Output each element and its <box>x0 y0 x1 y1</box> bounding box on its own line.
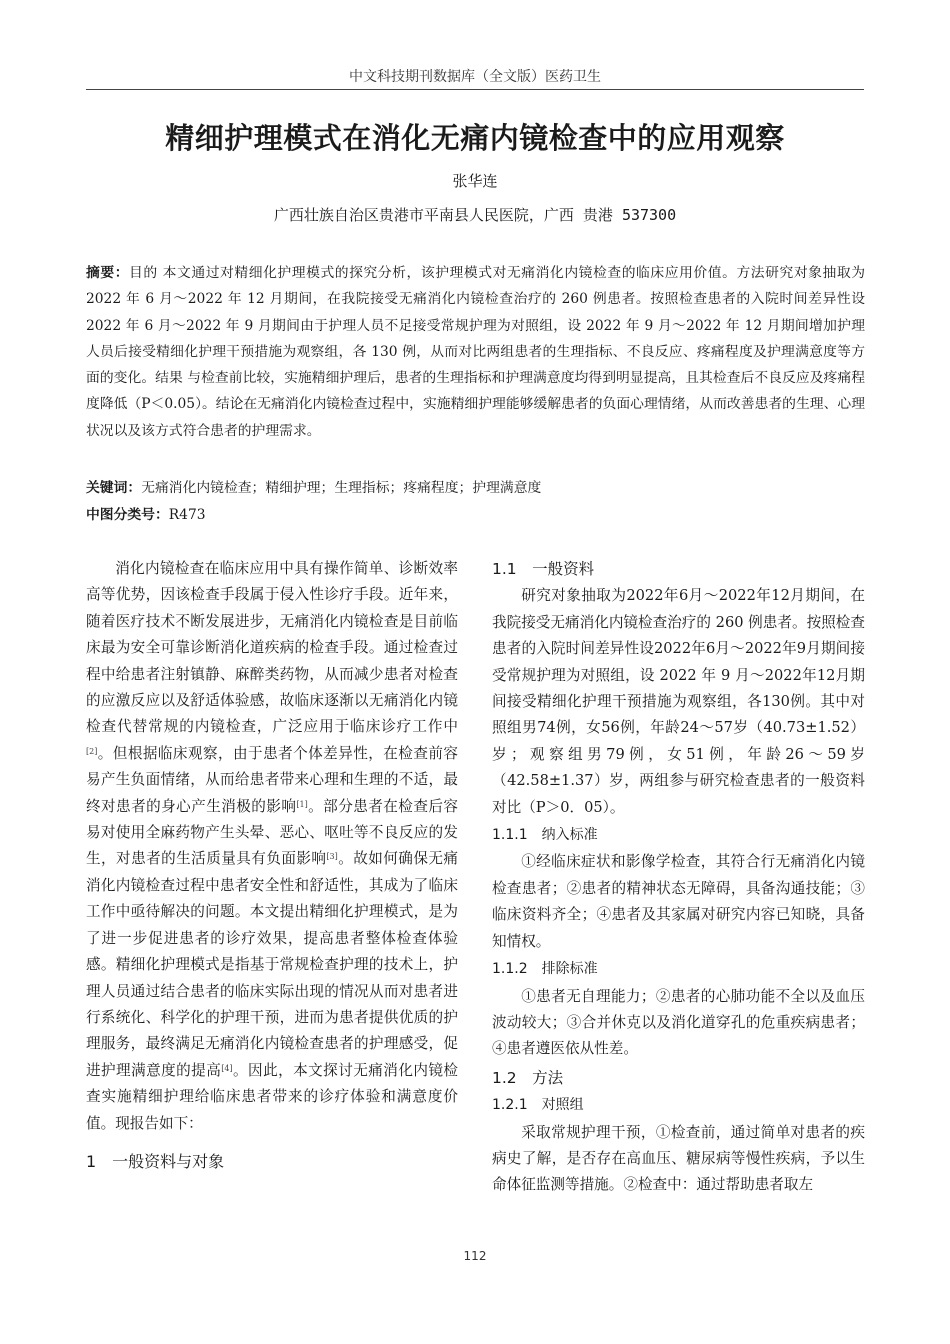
citation-ref: [1] <box>296 799 308 809</box>
section-heading: 1 一般资料与对象 <box>86 1151 225 1171</box>
citation-ref: [3] <box>326 852 338 862</box>
intro-text-part-1: 消化内镜检查在临床应用中具有操作简单、诊断效率高等优势，因该检查手段属于侵入性诊疗手段。近年来，随着医疗技术不断发展进步，无痛消化内镜检查是目前临床最为安全可靠诊断消化道疾病的检查手段。通过检查过程中给患者注射镇静、麻醉类药物，从而减少患者对检查的应激反应以及舒适体验感，故临床逐渐以无痛消化内镜检查代替常规的内镜检查，广泛应用于临床诊疗工作中 <box>86 560 458 736</box>
clc-label: 中图分类号： <box>86 507 169 523</box>
general-data-paragraph: 研究对象抽取为2022年6月～2022年12月期间，在我院接受无痛消化内镜检查治疗的 260 例患者。按照检查患者的入院时间差异性设2022年6月～2022年9月期间接受常规护理为对照组，设 2022 年 9 月～2022年12月期间接受精细化护理干预措施为观察组，各130例。其中对照组男74例，女56例，年龄24～57岁（40.73±1.52）岁；观察组男79例，女51例，年龄26～59岁（42.58±1.37）岁，两组参与研究检查患者的一般资料对比（P＞0．05）。 <box>492 587 865 816</box>
classification-number <box>86 503 206 523</box>
keywords-text: 无痛消化内镜检查；精细护理；生理指标；疼痛程度；护理满意度 <box>141 480 542 496</box>
exclusion-criteria-paragraph: ①患者无自理能力；②患者的心肺功能不全以及血压波动较大；③合并休克以及消化道穿孔的危重疾病患者；④患者遵医依从性差。 <box>492 987 865 1058</box>
subsubsection-heading: 1.1.2 排除标准 <box>492 961 598 978</box>
intro-text-part-5: 。因此，本文探讨无痛消化内镜检查实施精细护理给临床患者带来的诊疗体验和满意度价值。现报告如下： <box>86 1061 458 1132</box>
inclusion-criteria-paragraph: ①经临床症状和影像学检查，其符合行无痛消化内镜检查患者；②患者的精神状态无障碍，具备沟通技能；③临床资料齐全；④患者及其家属对研究内容已知晓，具备知情权。 <box>492 853 865 950</box>
abstract <box>86 260 865 444</box>
intro-text-part-3: 。部分患者在检查后容易对使用全麻药物产生头晕、恶心、呕吐等不良反应的发生，对患者的生活质量具有负面影响 <box>86 797 458 868</box>
abstract-text: 目的 本文通过对精细化护理模式的探究分析，该护理模式对无痛消化内镜检查的临床应用价值。方法研究对象抽取为 2022 年 6 月～2022 年 12 月期间，在我院接受无痛消化内镜检查治疗的 260 例患者。按照检查患者的入院时间差异性设 2022 年 6 月～2022 年 9 月期间由于护理人员不足接受常规护理为对照组，设 2022 年 9 月～2022 年 12 月期间增加护理人员后接受精细化护理干预措施为观察组，各 130 例，从而对比两组患者的生理指标、不良反应、疼痛程度及护理满意度等方面的变化。结果 与检查前比较，实施精细护理后，患者的生理指标和护理满意度均得到明显提高，且其检查后不良反应及疼痛程度降低（P＜0.05）。结论在无痛消化内镜检查过程中，实施精细护理能够缓解患者的负面心理情绪，从而改善患者的生理、心理状况以及该方式符合患者的护理需求。 <box>86 265 866 439</box>
intro-text-part-2: 。但根据临床观察，由于患者个体差异性，在检查前容易产生负面情绪，从而给患者带来心理和生理的不适，最终对患者的身心产生消极的影响 <box>86 744 458 815</box>
page-number: 112 <box>463 1249 487 1263</box>
keywords-label: 关键词： <box>86 480 142 496</box>
subsection-heading: 1.1 一般资料 <box>492 560 595 578</box>
citation-ref: [4] <box>221 1063 233 1073</box>
author-name: 张华连 <box>452 172 498 190</box>
keywords <box>86 476 865 496</box>
intro-paragraph <box>86 556 458 1137</box>
journal-header: 中文科技期刊数据库（全文版）医药卫生 <box>349 69 601 85</box>
paper-title: 精细护理模式在消化无痛内镜检查中的应用观察 <box>165 121 785 155</box>
control-group-paragraph: 采取常规护理干预，①检查前，通过简单对患者的疾病史了解，是否存在高血压、糖尿病等慢性疾病，予以生命体征监测等措施。②检查中：通过帮助患者取左 <box>492 1123 865 1194</box>
author-affiliation: 广西壮族自治区贵港市平南县人民医院，广西 贵港 537300 <box>273 206 677 224</box>
left-column <box>86 556 458 1180</box>
subsection-heading: 1.2 方法 <box>492 1068 564 1087</box>
clc-text: R473 <box>168 507 206 523</box>
abstract-label: 摘要： <box>86 265 130 281</box>
right-column <box>492 556 865 1199</box>
citation-ref: [2] <box>86 746 98 756</box>
header-divider <box>86 89 864 90</box>
subsubsection-heading: 1.2.1 对照组 <box>492 1097 584 1114</box>
subsubsection-heading: 1.1.1 纳入标准 <box>492 827 598 844</box>
intro-text-part-4: 。故如何确保无痛消化内镜检查过程中患者安全性和舒适性，其成为了临床工作中亟待解决的问题。本文提出精细化护理模式，是为了进一步促进患者的诊疗效果，提高患者整体检查体验感。精细化护理模式是指基于常规检查护理的技术上，护理人员通过结合患者的临床实际出现的情况从而对患者进行系统化、科学化的护理干预，进而为患者提供优质的护理服务，最终满足无痛消化内镜检查患者的护理感受，促进护理满意度的提高 <box>86 850 458 1079</box>
